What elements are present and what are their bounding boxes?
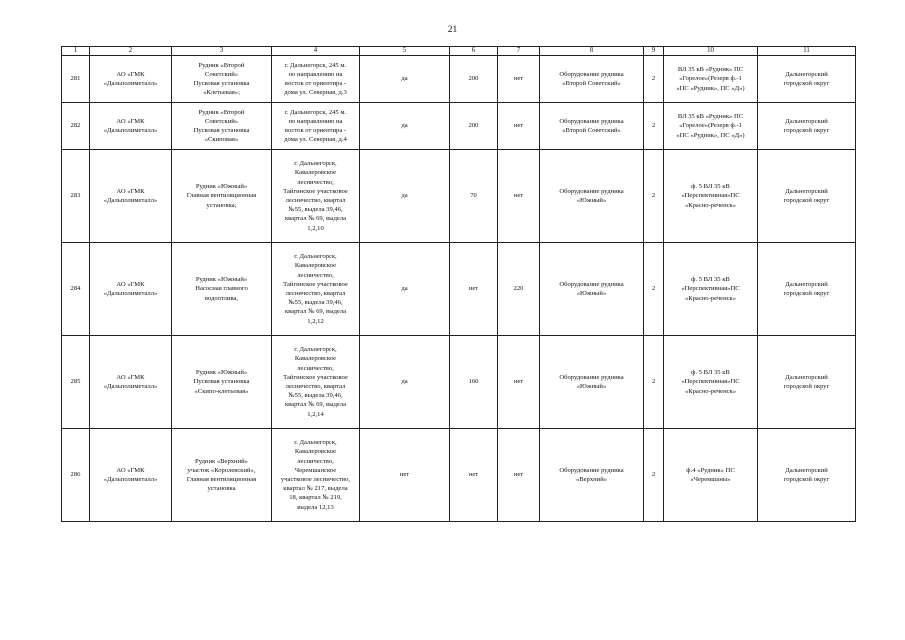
equipment-cell: Оборудование рудника «Второй Советский» [540, 56, 644, 103]
col5-cell: да [360, 150, 450, 243]
district-cell: Дальнегорский городской округ [758, 150, 856, 243]
location-cell: г. Дальнегорск, Кавалеровское лесничество, Тайгинское участковое лесничество, квартал №55, выдела 39,46, квартал № 69, выдела 1,2,14 [272, 336, 360, 429]
row-number: 281 [62, 56, 90, 103]
column-header: 2 [90, 47, 172, 56]
table-row [62, 429, 856, 522]
column-header: 10 [664, 47, 758, 56]
col6-cell: 160 [450, 336, 498, 429]
column-header: 4 [272, 47, 360, 56]
object-cell: Рудник «Второй Советский» Пусковая установка «Скиповая» [172, 103, 272, 150]
power-line-cell: ф. 5 ВЛ 35 кВ «Перспективная»ПС «Красно-реченск» [664, 336, 758, 429]
equipment-cell: Оборудование рудника «Второй Советский» [540, 103, 644, 150]
object-cell: Рудник «Южный» Насосная главного водоотлива, [172, 243, 272, 336]
equipment-cell: Оборудование рудника «Южный» [540, 336, 644, 429]
col6-cell: 200 [450, 56, 498, 103]
object-cell: Рудник «Верхний» участок «Королевский», Главная вентиляционная установка [172, 429, 272, 522]
row-number: 285 [62, 336, 90, 429]
location-cell: г. Дальнегорск, Кавалеровское лесничество, Тайгинское участковое лесничество, квартал №55, выдела 39,46, квартал № 69, выдела 1,2,10 [272, 150, 360, 243]
col5-cell: да [360, 243, 450, 336]
table-row [62, 336, 856, 429]
col5-cell: да [360, 336, 450, 429]
equipment-cell: Оборудование рудника «Южный» [540, 243, 644, 336]
organization-cell: АО «ГМК «Дальполиметалл» [90, 56, 172, 103]
column-header: 11 [758, 47, 856, 56]
col9-cell: 2 [644, 243, 664, 336]
column-header: 8 [540, 47, 644, 56]
location-cell: г. Дальнегорск, 245 м. по направлению на восток от ориентира - дома ул. Северная, д.4 [272, 103, 360, 150]
table-row [62, 103, 856, 150]
district-cell: Дальнегорский городской округ [758, 56, 856, 103]
equipment-cell: Оборудование рудника «Верхний» [540, 429, 644, 522]
column-header: 6 [450, 47, 498, 56]
location-cell: г. Дальнегорск, Кавалеровское лесничество, Тайгинское участковое лесничество, квартал №55, выдела 39,46, квартал № 69, выдела 1,2,12 [272, 243, 360, 336]
power-line-cell: ВЛ 35 кВ «Рудник» ПС «Горелое»(Резерв ф.-1 «ПС «Рудник», ПС «Д») [664, 103, 758, 150]
col9-cell: 2 [644, 150, 664, 243]
row-number: 284 [62, 243, 90, 336]
power-line-cell: ф.4 «Рудник» ПС «Черемшаны» [664, 429, 758, 522]
col7-cell: 220 [498, 243, 540, 336]
column-header: 3 [172, 47, 272, 56]
organization-cell: АО «ГМК «Дальполиметалл» [90, 243, 172, 336]
object-cell: Рудник «Южный» Пусковая установка «Скипо-клетьевая» [172, 336, 272, 429]
column-header: 9 [644, 47, 664, 56]
district-cell: Дальнегорский городской округ [758, 429, 856, 522]
col9-cell: 2 [644, 103, 664, 150]
power-line-cell: ВЛ 35 кВ «Рудник» ПС «Горелое»(Резерв ф.-1 «ПС «Рудник», ПС «Д») [664, 56, 758, 103]
col7-cell: нет [498, 56, 540, 103]
row-number: 283 [62, 150, 90, 243]
district-cell: Дальнегорский городской округ [758, 103, 856, 150]
district-cell: Дальнегорский городской округ [758, 243, 856, 336]
col9-cell: 2 [644, 56, 664, 103]
col9-cell: 2 [644, 429, 664, 522]
column-header: 1 [62, 47, 90, 56]
district-cell: Дальнегорский городской округ [758, 336, 856, 429]
location-cell: г. Дальнегорск, 245 м. по направлению на восток от ориентира - дома ул. Северная, д.3 [272, 56, 360, 103]
organization-cell: АО «ГМК «Дальполиметалл» [90, 336, 172, 429]
col6-cell: 200 [450, 103, 498, 150]
column-header: 5 [360, 47, 450, 56]
power-line-cell: ф. 5 ВЛ 35 кВ «Перспективная»ПС «Красно-реченск» [664, 243, 758, 336]
organization-cell: АО «ГМК «Дальполиметалл» [90, 150, 172, 243]
col7-cell: нет [498, 336, 540, 429]
table-row [62, 150, 856, 243]
col5-cell: да [360, 103, 450, 150]
col5-cell: нет [360, 429, 450, 522]
power-line-cell: ф. 5 ВЛ 35 кВ «Перспективная»ПС «Красно-реченск» [664, 150, 758, 243]
col7-cell: нет [498, 103, 540, 150]
col7-cell: нет [498, 150, 540, 243]
row-number: 286 [62, 429, 90, 522]
col9-cell: 2 [644, 336, 664, 429]
row-number: 282 [62, 103, 90, 150]
header-row [62, 47, 856, 56]
col7-cell: нет [498, 429, 540, 522]
object-cell: Рудник «Второй Советский» Пусковая установка «Клетьевая»; [172, 56, 272, 103]
table-row [62, 243, 856, 336]
col6-cell: нет [450, 429, 498, 522]
data-table [61, 46, 856, 522]
table-row [62, 56, 856, 103]
object-cell: Рудник «Южный» Главная вентиляционная установка; [172, 150, 272, 243]
page-number: 21 [447, 25, 458, 35]
location-cell: г. Дальнегорск, Кавалеровское лесничество, Черемшанское участковое лесничество, квартал № 217, выдела 18, квартал № 219, выдела 12,13 [272, 429, 360, 522]
col6-cell: нет [450, 243, 498, 336]
col5-cell: да [360, 56, 450, 103]
col6-cell: 70 [450, 150, 498, 243]
organization-cell: АО «ГМК «Дальполиметалл» [90, 103, 172, 150]
column-header: 7 [498, 47, 540, 56]
equipment-cell: Оборудование рудника «Южный» [540, 150, 644, 243]
organization-cell: АО «ГМК «Дальполиметалл» [90, 429, 172, 522]
